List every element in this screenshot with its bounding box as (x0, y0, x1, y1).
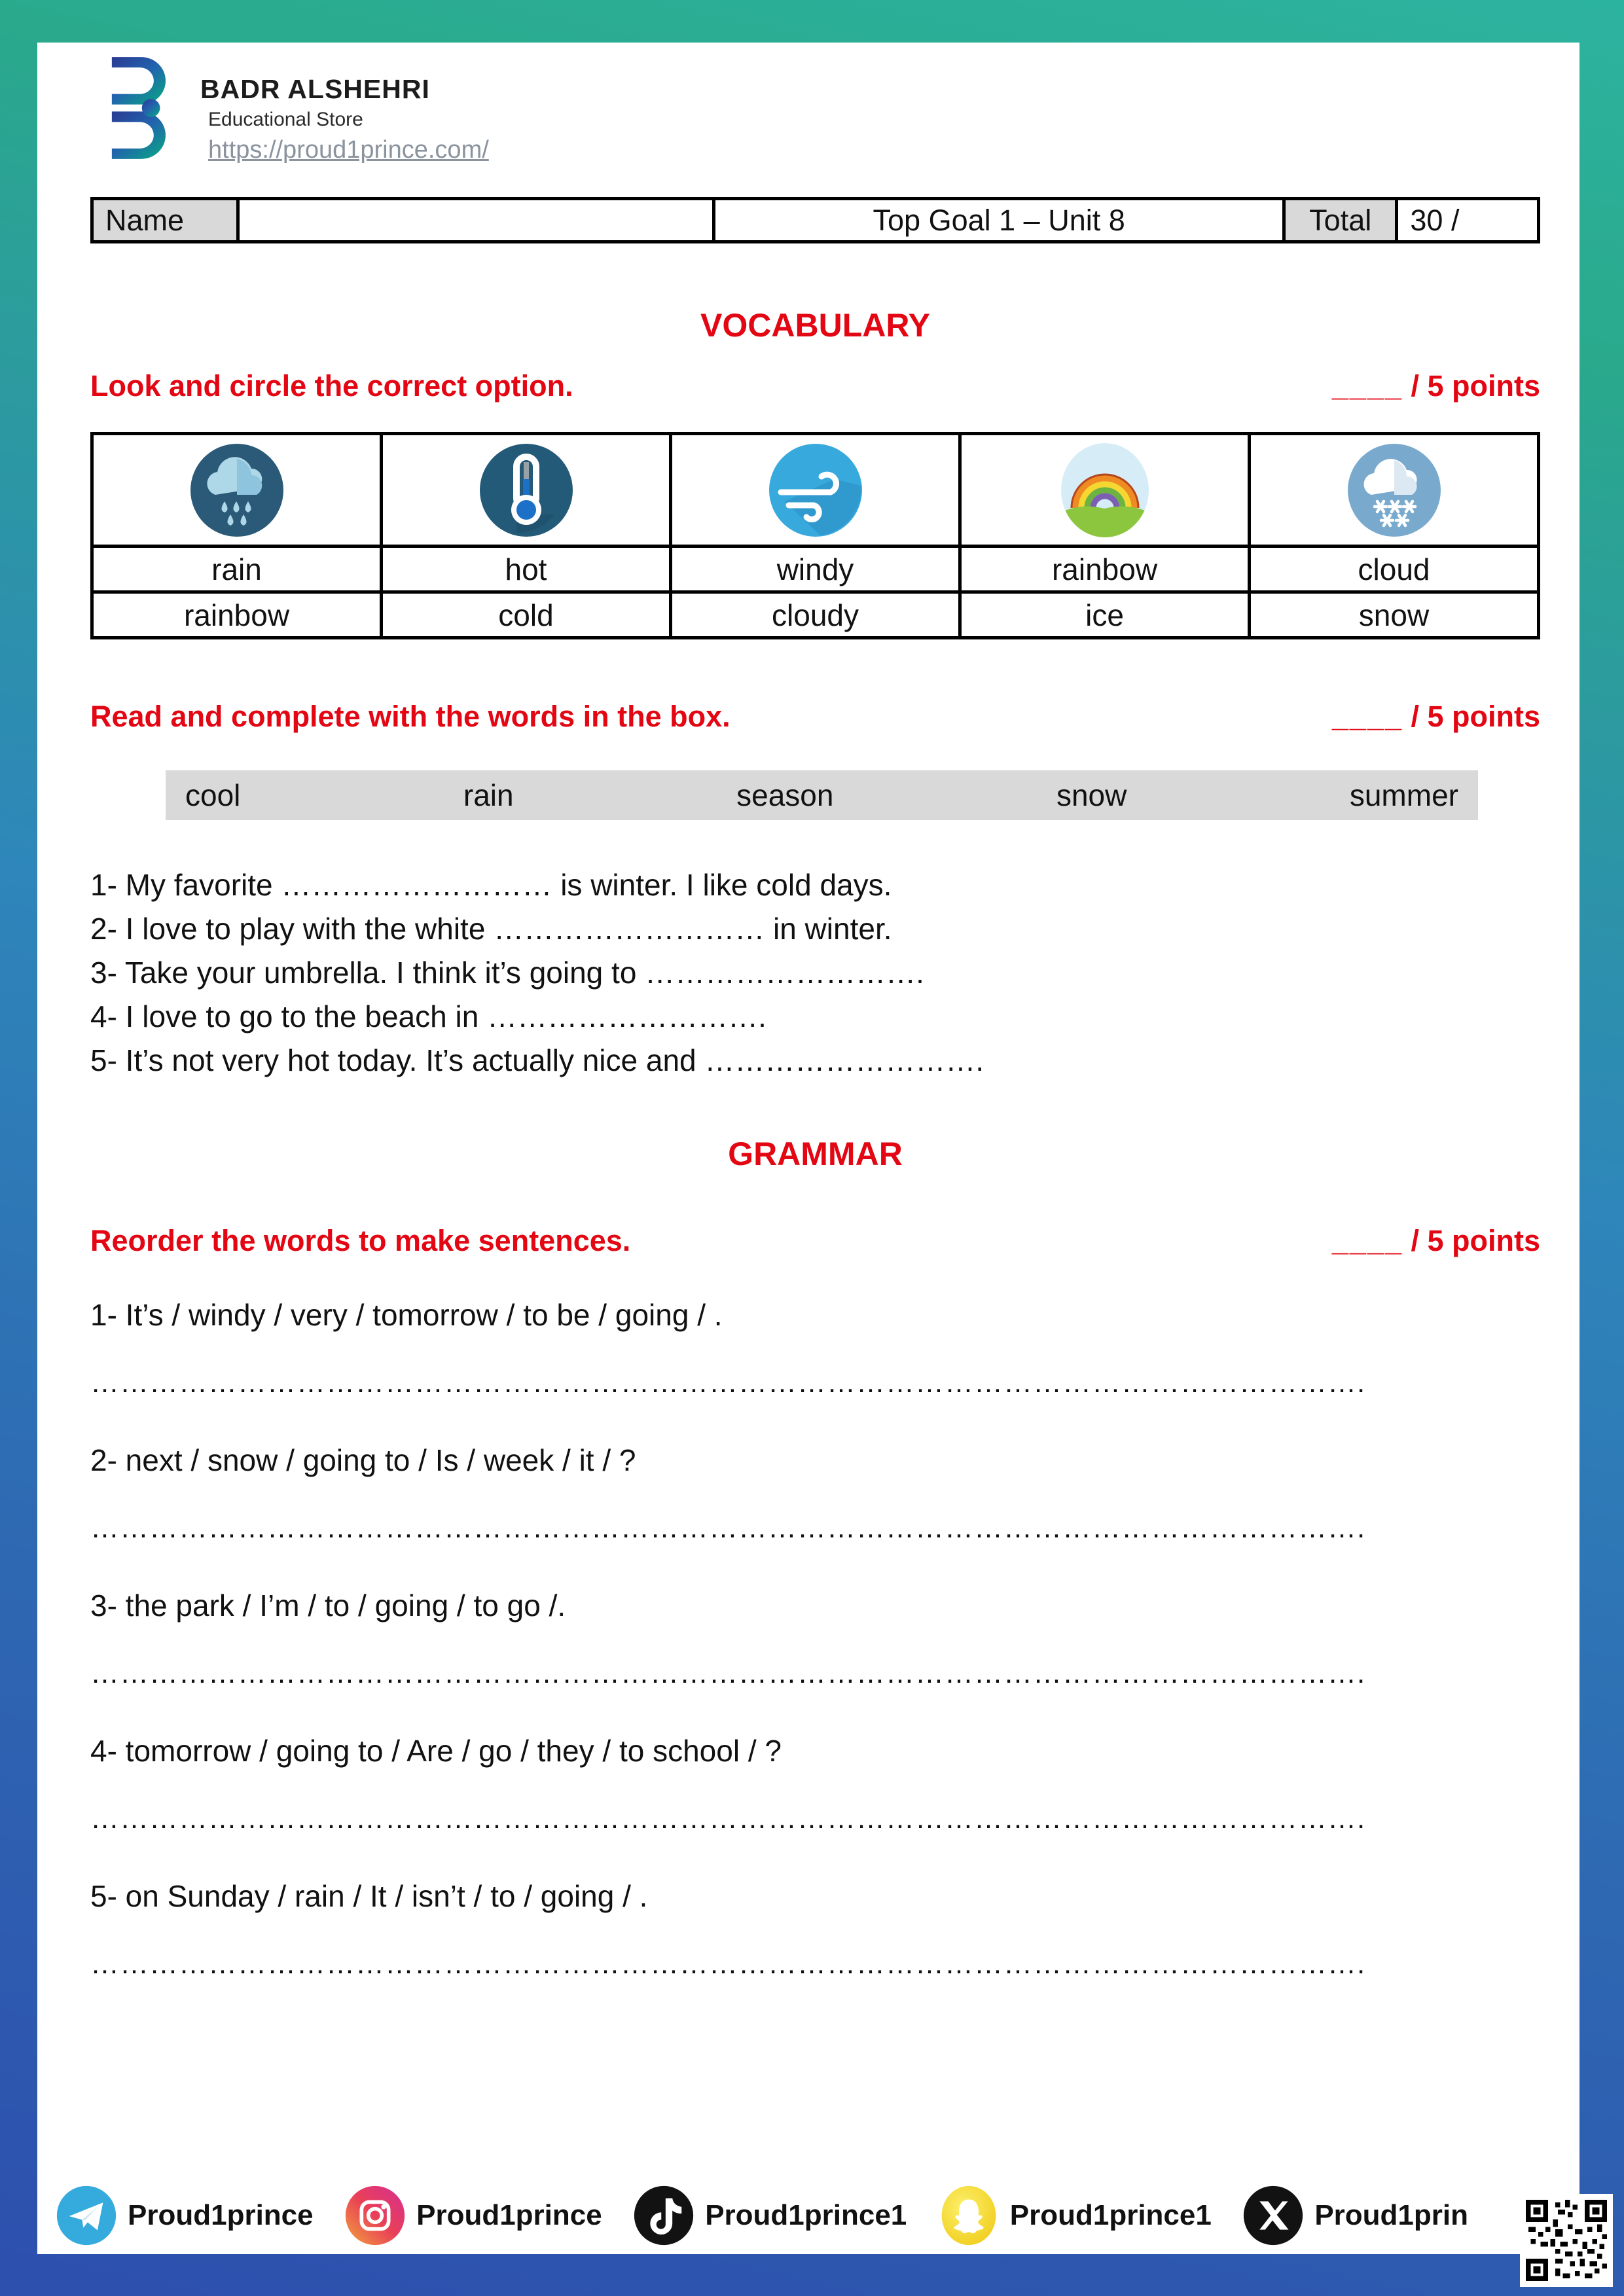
store-url-link[interactable]: https://proud1prince.com/ (208, 136, 489, 164)
fill-sentence: 1- My favorite ……………………… is winter. I like cold days. (90, 868, 892, 902)
worksheet-sheet (37, 43, 1579, 2254)
social-handle: Proud1prince (128, 2199, 314, 2231)
reorder-prompt: 4- tomorrow / going to / Are / go / they / to school / ? (90, 1734, 782, 1768)
task2-instruction: Read and complete with the words in the box. (90, 700, 731, 733)
option-word[interactable]: rainbow (92, 592, 382, 638)
word-box-word: rain (463, 778, 514, 812)
name-label-cell: Name (92, 199, 238, 242)
answer-line: …………………………………………………………………………………………………………………. (90, 1948, 1366, 1980)
worksheet-title: Top Goal 1 – Unit 8 (714, 199, 1284, 242)
reorder-items (90, 1297, 1540, 1981)
social-handle: Proud1prince1 (1009, 2199, 1212, 2231)
option-word[interactable]: hot (382, 547, 671, 592)
social-handle: Proud1prin (1314, 2199, 1468, 2231)
grammar-section-title: GRAMMAR (728, 1136, 903, 1172)
name-value-cell (238, 199, 714, 242)
total-label-cell: Total (1284, 199, 1397, 242)
rainbow-icon (960, 434, 1250, 547)
qr-code (1520, 2194, 1613, 2287)
answer-line: …………………………………………………………………………………………………………………. (90, 1367, 1366, 1399)
wind-icon (671, 434, 960, 547)
instagram-icon (344, 2185, 406, 2246)
social-handle: Proud1prince (416, 2199, 602, 2231)
answer-line: …………………………………………………………………………………………………………………. (90, 1803, 1366, 1835)
store-name: BADR ALSHEHRI (200, 74, 430, 104)
store-logo (106, 56, 1540, 180)
option-word[interactable]: rainbow (960, 547, 1250, 592)
option-word[interactable]: cloud (1250, 547, 1539, 592)
vocabulary-options-table (90, 432, 1540, 639)
header-table (90, 197, 1540, 243)
social-tiktok (633, 2185, 907, 2246)
reorder-prompt: 1- It’s / windy / very / tomorrow / to be / going / . (90, 1298, 723, 1332)
task1-instruction: Look and circle the correct option. (90, 369, 573, 403)
word-box-word: snow (1056, 778, 1127, 812)
option-word[interactable]: rain (92, 547, 382, 592)
task2-points: ____ / 5 points (1331, 700, 1540, 733)
answer-line: …………………………………………………………………………………………………………………. (90, 1512, 1366, 1544)
reorder-prompt: 2- next / snow / going to / Is / week / it / ? (90, 1443, 636, 1477)
social-x (1242, 2185, 1468, 2246)
fill-sentence: 2- I love to play with the white ……………………… in winter. (90, 912, 892, 946)
task1-points: ____ / 5 points (1331, 369, 1540, 403)
snow-cloud-icon (1250, 434, 1539, 547)
word-box-word: summer (1349, 778, 1458, 812)
fill-in-sentences (90, 863, 1540, 1083)
grammar-points: ____ / 5 points (1331, 1224, 1540, 1257)
fill-sentence: 4- I love to go to the beach in ………………………. (90, 999, 767, 1033)
word-box-word: cool (185, 778, 241, 812)
word-box (166, 770, 1478, 820)
social-snapchat (938, 2185, 1212, 2246)
social-instagram (344, 2185, 602, 2246)
rain-cloud-icon (92, 434, 382, 547)
total-score-cell: 30 / (1397, 199, 1539, 242)
fill-sentence: 3- Take your umbrella. I think it’s going to ………………………. (90, 956, 924, 990)
option-word[interactable]: ice (960, 592, 1250, 638)
reorder-prompt: 5- on Sunday / rain / It / isn’t / to / going / . (90, 1879, 648, 1913)
telegram-icon (56, 2185, 117, 2246)
thermometer-icon (382, 434, 671, 547)
grammar-instruction: Reorder the words to make sentences. (90, 1224, 631, 1257)
option-word[interactable]: cloudy (671, 592, 960, 638)
store-subtitle: Educational Store (208, 109, 363, 130)
answer-line: …………………………………………………………………………………………………………………. (90, 1657, 1366, 1689)
snapchat-icon (938, 2185, 1000, 2246)
social-telegram (56, 2185, 314, 2246)
fill-sentence: 5- It’s not very hot today. It’s actually nice and ………………………. (90, 1043, 984, 1077)
tiktok-icon (633, 2185, 695, 2246)
word-box-word: season (736, 778, 834, 812)
vocabulary-section-title: VOCABULARY (700, 307, 930, 344)
option-word[interactable]: cold (382, 592, 671, 638)
x-icon (1242, 2185, 1304, 2246)
option-word[interactable]: snow (1250, 592, 1539, 638)
option-word[interactable]: windy (671, 547, 960, 592)
social-footer (37, 2177, 1579, 2254)
social-handle: Proud1prince1 (705, 2199, 907, 2231)
reorder-prompt: 3- the park / I’m / to / going / to go /. (90, 1588, 566, 1623)
badr-logo-b-icon (106, 56, 183, 160)
